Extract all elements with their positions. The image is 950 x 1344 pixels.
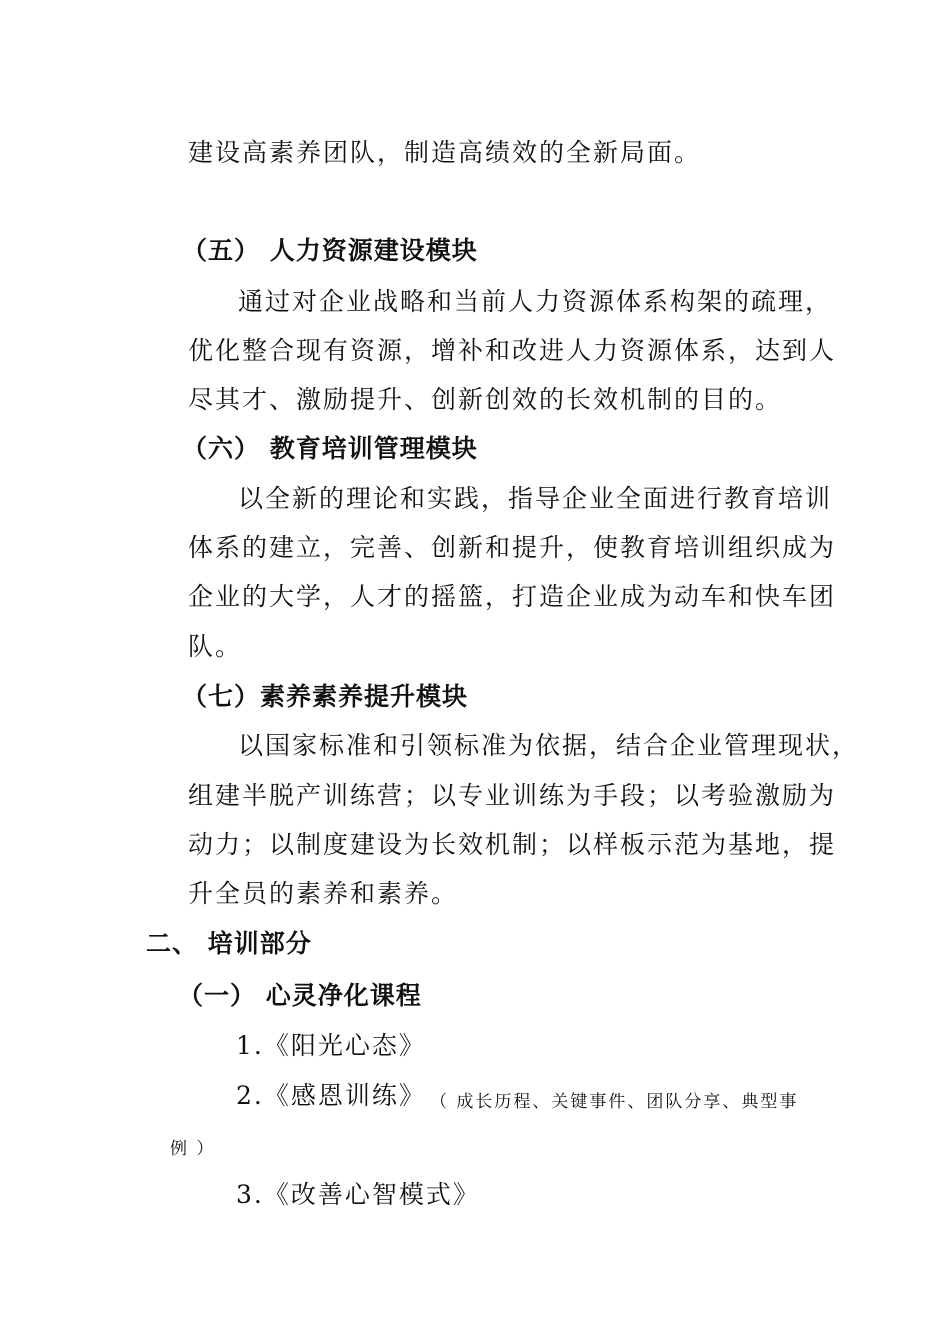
- paragraph-line: 体系的建立，完善、创新和提升，使教育培训组织成为: [188, 533, 837, 562]
- course-note-end: 例 ）: [170, 1139, 216, 1159]
- paragraph-line: 尽其才、激励提升、创新创效的长效机制的目的。: [188, 385, 783, 414]
- paragraph-line: 动力；以制度建设为长效机制；以样板示范为基地，提: [188, 830, 837, 859]
- course-item: 2.《感恩训练》: [236, 1081, 426, 1110]
- paragraph-line: 以全新的理论和实践，指导企业全面进行教育培训: [238, 484, 833, 513]
- paragraph-line: 建设高素养团队，制造高绩效的全新局面。: [188, 138, 702, 167]
- section-heading: （七）素养素养提升模块: [182, 682, 469, 711]
- paragraph-line: 队。: [188, 632, 243, 661]
- paragraph-line: 组建半脱产训练营；以专业训练为手段；以考验激励为: [188, 781, 837, 810]
- paragraph-line: 升全员的素养和素养。: [188, 879, 459, 908]
- paragraph-line: 通过对企业战略和当前人力资源体系构架的疏理，: [238, 287, 833, 316]
- section-heading: （五） 人力资源建设模块: [182, 236, 478, 265]
- paragraph-line: 企业的大学，人才的摇篮，打造企业成为动车和快车团: [188, 582, 837, 611]
- paragraph-line: 优化整合现有资源，增补和改进人力资源体系，达到人: [188, 336, 837, 365]
- part-heading: 二、 培训部分: [146, 929, 312, 958]
- course-item: 1.《阳光心态》: [236, 1031, 426, 1060]
- course-item: 3.《改善心智模式》: [236, 1180, 480, 1209]
- course-note: （ 成长历程、关键事件、团队分享、典型事: [430, 1092, 799, 1112]
- subsection-heading: （一） 心灵净化课程: [178, 981, 422, 1010]
- paragraph-line: 以国家标准和引领标准为依据，结合企业管理现状，: [238, 731, 860, 760]
- section-heading: （六） 教育培训管理模块: [182, 434, 478, 463]
